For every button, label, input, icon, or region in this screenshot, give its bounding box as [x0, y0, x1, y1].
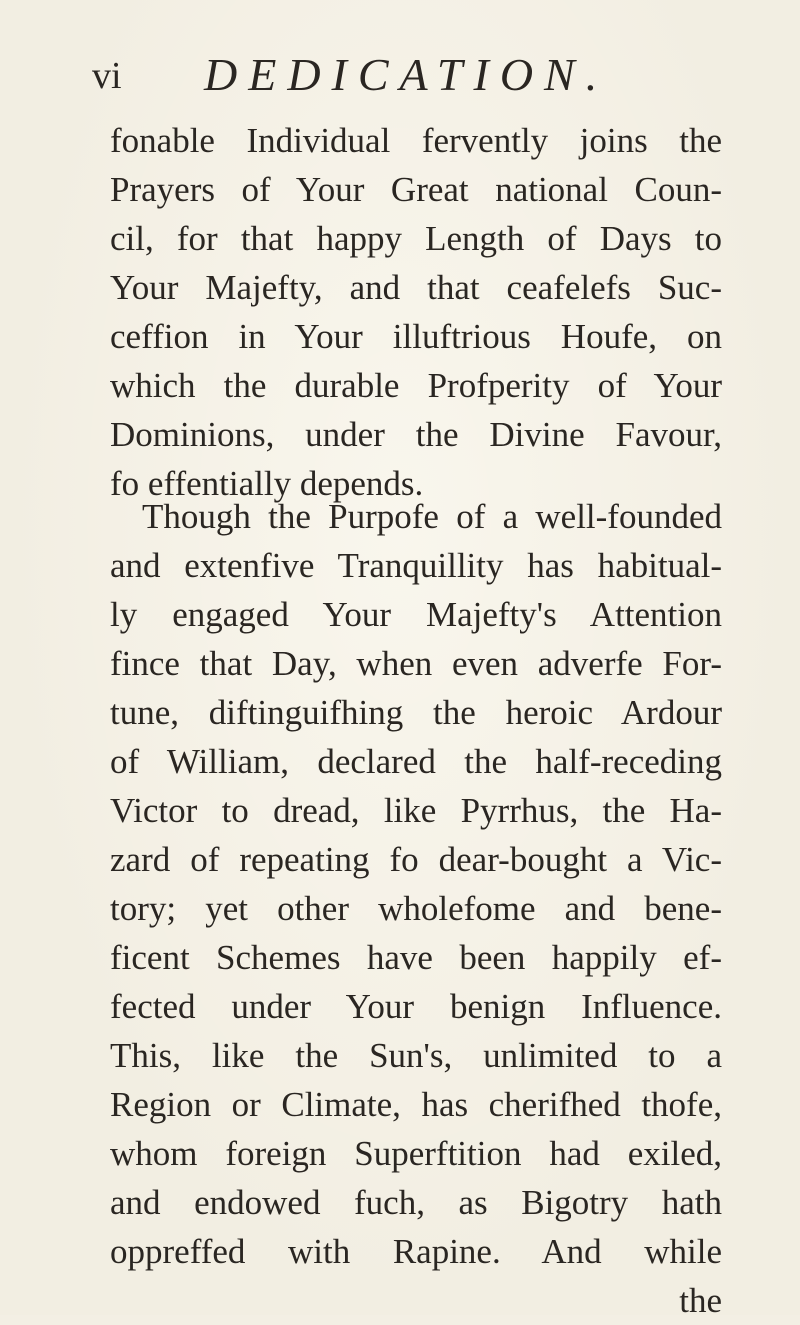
text-line: ceffion in Your illuftrious Houfe, on	[110, 317, 722, 356]
text-line: Prayers of Your Great national Coun-	[110, 170, 722, 209]
text-line: Though the Purpofe of a well-founded	[142, 497, 722, 536]
text-line: and extenfive Tranquillity has habitual-	[110, 546, 722, 585]
text-line: fected under Your benign Influence.	[110, 987, 722, 1026]
text-line: fonable Individual fervently joins the	[110, 121, 722, 160]
text-line: and endowed fuch, as Bigotry hath	[110, 1183, 722, 1222]
text-line: Dominions, under the Divine Favour,	[110, 415, 722, 454]
paragraph-2	[110, 492, 722, 1325]
text-line: Victor to dread, like Pyrrhus, the Ha-	[110, 791, 722, 830]
page-header	[92, 48, 712, 108]
catchword: the	[679, 1281, 722, 1320]
paragraph-1	[110, 116, 722, 508]
text-line: whom foreign Superftition had exiled,	[110, 1134, 722, 1173]
text-line: cil, for that happy Length of Days to	[110, 219, 722, 258]
text-line: Your Majefty, and that ceafelefs Suc-	[110, 268, 722, 307]
text-line: Region or Climate, has cherifhed thofe,	[110, 1085, 722, 1124]
text-line: oppreffed with Rapine. And while	[110, 1232, 722, 1271]
running-title: DEDICATION.	[204, 49, 609, 100]
text-line: tune, diftinguifhing the heroic Ardour	[110, 693, 722, 732]
page-number: vi	[92, 55, 122, 97]
text-line: fince that Day, when even adverfe For-	[110, 644, 722, 683]
text-line: of William, declared the half-receding	[110, 742, 722, 781]
text-line: zard of repeating fo dear-bought a Vic-	[110, 840, 722, 879]
text-line: which the durable Profperity of Your	[110, 366, 722, 405]
text-line: This, like the Sun's, unlimited to a	[110, 1036, 722, 1075]
text-line: tory; yet other wholefome and bene-	[110, 889, 722, 928]
text-line: fo effentially depends.	[110, 464, 424, 503]
text-line: ficent Schemes have been happily ef-	[110, 938, 722, 977]
text-line: ly engaged Your Majefty's Attention	[110, 595, 722, 634]
